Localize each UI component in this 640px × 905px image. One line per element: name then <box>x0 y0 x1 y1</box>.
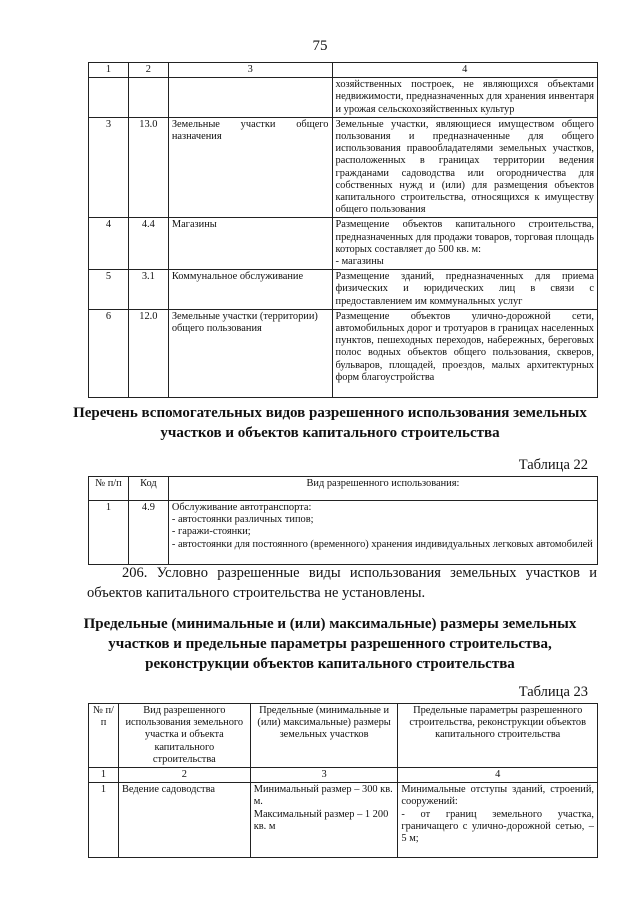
table-row <box>89 783 598 858</box>
cell-build-params: Минимальные отступы зданий, строений, сооружений: - от границ земельного участка, граничащего с улично-дорожной сетью, – 5 м; <box>398 783 598 858</box>
section-heading-limits: Предельные (минимальные и (или) максимальные) размеры земельных участков и предельные параметры разрешенного строительства, реконструкции объектов капитального строительства <box>83 616 577 672</box>
table-row <box>89 270 598 310</box>
table-label: Таблица 23 <box>518 684 588 700</box>
paragraph-206: 206. Условно разрешенные виды использования земельных участков и объектов капитального строительства не установлены. <box>87 565 597 601</box>
table-header-row <box>89 477 598 501</box>
cell-number: 1 <box>89 501 129 565</box>
col-header: 4 <box>332 63 597 78</box>
table-number-row <box>89 768 598 783</box>
cell-description: Обслуживание автотранспорта: - автостоянки различных типов; - гаражи-стоянки; - автостоянки для постоянного (временного) хранения индивидуальных легковых автомобилей <box>168 501 597 565</box>
col-header: 1 <box>89 63 129 78</box>
col-header: Код <box>128 477 168 501</box>
cell-use-kind: Ведение садоводства <box>118 783 250 858</box>
cell-name <box>168 78 332 118</box>
col-number: 3 <box>250 768 398 783</box>
cell-code: 12.0 <box>128 309 168 397</box>
auxiliary-uses-table <box>88 476 598 565</box>
col-number: 4 <box>398 768 598 783</box>
cell-number: 3 <box>89 117 129 218</box>
cell-code: 4.9 <box>128 501 168 565</box>
col-header: 2 <box>128 63 168 78</box>
table-label: Таблица 22 <box>518 457 588 473</box>
col-number: 2 <box>118 768 250 783</box>
table-header-row <box>89 704 598 768</box>
cell-name: Земельные участки (территории) общего пользования <box>168 309 332 397</box>
col-header: № п/п <box>89 704 119 768</box>
cell-code: 3.1 <box>128 270 168 310</box>
col-header: Вид разрешенного использования земельного участка и объекта капитального строительства <box>118 704 250 768</box>
page-number: 75 <box>312 38 328 54</box>
cell-description: Размещение объектов улично-дорожной сети, автомобильных дорог и тротуаров в границах населенных пунктов, пешеходных переходов, набережных, береговых полос водных объектов общего пользования, скверов, бульваров, площадей, проездов, малых архитектурных форм благоустройства <box>332 309 597 397</box>
limits-table <box>88 703 598 858</box>
cell-description: Размещение зданий, предназначенных для приема физических и юридических лиц в связи с предоставлением им коммунальных услуг <box>332 270 597 310</box>
cell-code: 13.0 <box>128 117 168 218</box>
col-header: № п/п <box>89 477 129 501</box>
cell-code <box>128 78 168 118</box>
cell-description: Размещение объектов капитального строительства, предназначенных для продажи товаров, торговая площадь которых составляет до 500 кв. м: - магазины <box>332 218 597 270</box>
cell-name: Земельные участки общего назначения <box>168 117 332 218</box>
cell-name: Магазины <box>168 218 332 270</box>
table-row <box>89 78 598 118</box>
cell-description: Земельные участки, являющиеся имуществом общего пользования и предназначенные для общего использования правообладателями земельных участков, расположенных в границах территории ведения гражданами садоводства или огородничества для собственных нужд и (или) для размещения объектов капитального строительства, относящихся к имуществу общего пользования <box>332 117 597 218</box>
col-header: Предельные параметры разрешенного строительства, реконструкции объектов капитального строительства <box>398 704 598 768</box>
col-header: Предельные (минимальные и (или) максимальные) размеры земельных участков <box>250 704 398 768</box>
cell-number: 6 <box>89 309 129 397</box>
cell-number: 4 <box>89 218 129 270</box>
cell-number: 5 <box>89 270 129 310</box>
col-header: 3 <box>168 63 332 78</box>
cell-number: 1 <box>89 783 119 858</box>
cell-plot-size: Минимальный размер – 300 кв. м. Максимальный размер – 1 200 кв. м <box>250 783 398 858</box>
col-number: 1 <box>89 768 119 783</box>
table-row <box>89 309 598 397</box>
table-row <box>89 117 598 218</box>
cell-code: 4.4 <box>128 218 168 270</box>
cell-description: хозяйственных построек, не являющихся объектами недвижимости, предназначенных для хранения инвентаря и урожая сельскохозяйственных культур <box>332 78 597 118</box>
land-use-table-continued <box>88 62 598 398</box>
table-row <box>89 218 598 270</box>
section-heading-auxiliary-uses: Перечень вспомогательных видов разрешенного использования земельных участков и объектов капитального строительства <box>73 405 587 441</box>
table-header-row <box>89 63 598 78</box>
table-row <box>89 501 598 565</box>
cell-name: Коммунальное обслуживание <box>168 270 332 310</box>
cell-number <box>89 78 129 118</box>
col-header: Вид разрешенного использования: <box>168 477 597 501</box>
